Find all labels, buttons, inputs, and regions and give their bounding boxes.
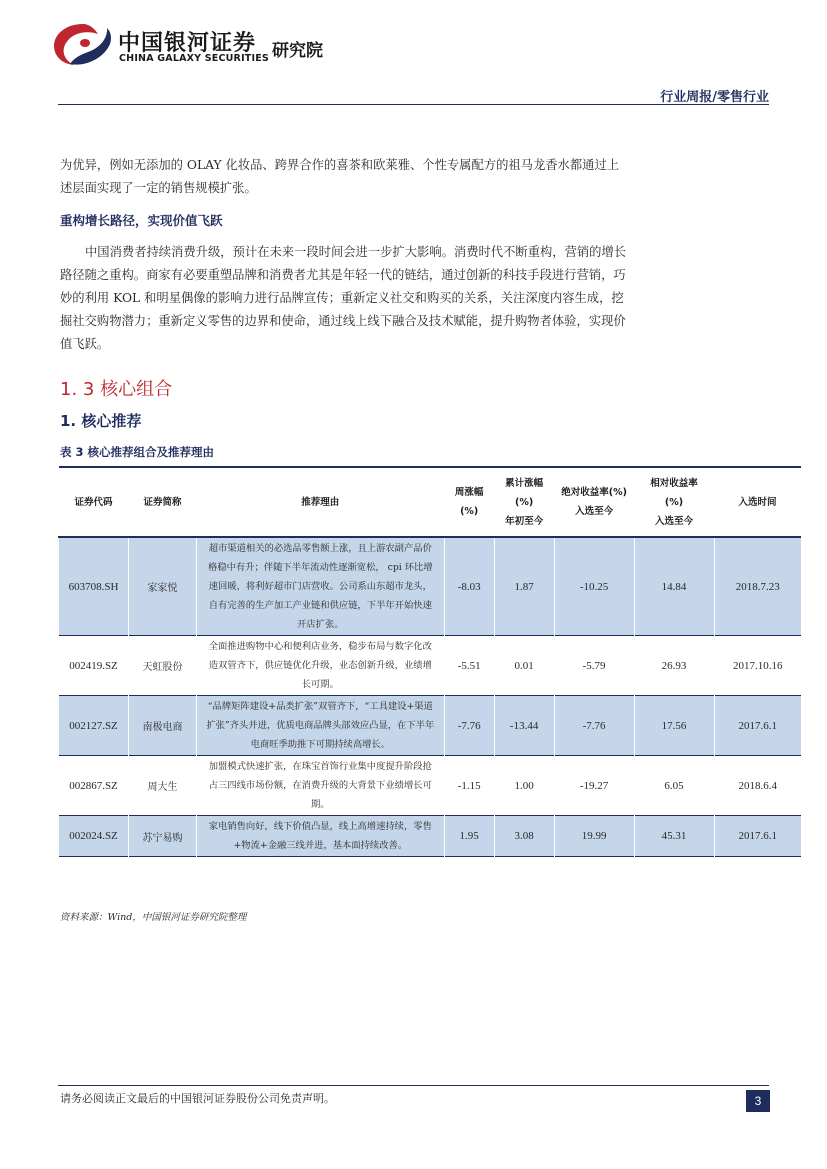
header-divider [58,104,769,105]
table-row [59,537,802,636]
cell-code: 603708.SH [59,537,129,636]
cell-ytd: 1.87 [494,537,554,636]
cell-date: 2017.6.1 [714,696,801,756]
paragraph-1: 为优异，例如无添加的 OLAY 化妆品、跨界合作的喜茶和欧莱雅、个性专属配方的祖马龙香水都通过上述层面实现了一定的销售规模扩张。 [60,158,620,195]
cell-reason: 全面推进购物中心和便利店业务，稳步布局与数字化改造双管齐下，供应链优化升级，业态创新升级，业绩增长可期。 [196,636,444,696]
cell-code: 002867.SZ [59,756,129,816]
cell-code: 002024.SZ [59,816,129,857]
cell-name: 天虹股份 [128,636,196,696]
subsection-title: 1. 核心推荐 [60,412,142,430]
cell-reason: 加盟模式快速扩张，在珠宝首饰行业集中度提升阶段抢占三四线市场份额，在消费升级的大背景下业绩增长可期。 [196,756,444,816]
cell-reason: “品牌矩阵建设+品类扩张”双管齐下，“工具建设+渠道扩张”齐头并进，优质电商品牌头部效应凸显，在下半年电商旺季助推下可期持续高增长。 [196,696,444,756]
cell-code: 002419.SZ [59,636,129,696]
cell-absolute: -7.76 [554,696,634,756]
cell-weekly: 1.95 [444,816,494,857]
header-relative-return: 相对收益率 (%) 入选至今 [634,467,714,537]
table-header-row [59,467,802,537]
cell-ytd: 3.08 [494,816,554,857]
paragraph-2: 中国消费者持续消费升级，预计在未来一段时间会进一步扩大影响。消费时代不断重构，营销的增长路径随之重构。商家有必要重塑品牌和消费者尤其是年轻一代的链结，通过创新的科技手段进行营销，巧妙的利用 KOL 和明星偶像的影响力进行品牌宣传；重新定义社交和购买的关系，关注深度内容生成，挖掘社交购物潜力；重新定义零售的边界和使命，通过线上线下融合及技术赋能，提升购物者体验，实现价值飞跃。 [60,245,627,351]
header-date: 入选时间 [714,467,801,537]
cell-weekly: -5.51 [444,636,494,696]
header-weekly: 周涨幅 (%) [444,467,494,537]
table-row [59,756,802,816]
cell-absolute: -19.27 [554,756,634,816]
recommendation-table [58,466,801,857]
cell-relative: 26.93 [634,636,714,696]
cell-ytd: 0.01 [494,636,554,696]
cell-ytd: 1.00 [494,756,554,816]
cell-absolute: -10.25 [554,537,634,636]
brand-institute: 研究院 [272,41,323,61]
table-source: 资料来源：Wind，中国银河证券研究院整理 [60,912,247,923]
cell-weekly: -1.15 [444,756,494,816]
brand-name-en: CHINA GALAXY SECURITIES [119,53,269,64]
cell-reason: 超市渠道相关的必选品零售额上涨，且上游农副产品价格稳中有升；伴随下半年流动性逐渐宽松， cpi 环比增速回暖，将利好超市门店营收。公司系山东超市龙头，自有完善的生产加工产业链和供应链，下半年开始快速开店扩张。 [196,537,444,636]
cell-relative: 6.05 [634,756,714,816]
cell-weekly: -7.76 [444,696,494,756]
header-absolute-return: 绝对收益率(%) 入选至今 [554,467,634,537]
table-row [59,696,802,756]
table-row [59,816,802,857]
cell-name: 家家悦 [128,537,196,636]
footer-divider [58,1085,769,1086]
cell-date: 2018.7.23 [714,537,801,636]
cell-ytd: -13.44 [494,696,554,756]
cell-relative: 14.84 [634,537,714,636]
paragraph-subheading: 重构增长路径，实现价值飞跃 [60,213,223,228]
cell-reason: 家电销售向好，线下价值凸显，线上高增速持续，零售+物流+金融三线并进，基本面持续改善。 [196,816,444,857]
header-ytd: 累计涨幅 (%) 年初至今 [494,467,554,537]
brand-name-cn: 中国银河证券 [118,31,257,56]
header-reason: 推荐理由 [196,467,444,537]
cell-date: 2017.10.16 [714,636,801,696]
galaxy-logo-icon [52,20,114,68]
footer-disclaimer: 请务必阅读正文最后的中国银河证券股份公司免责声明。 [60,1092,335,1105]
cell-name: 南极电商 [128,696,196,756]
cell-weekly: -8.03 [444,537,494,636]
table-row [59,636,802,696]
section-title: 1. 3 核心组合 [60,379,173,400]
header-name: 证券简称 [128,467,196,537]
cell-code: 002127.SZ [59,696,129,756]
cell-name: 周大生 [128,756,196,816]
table-caption: 表 3 核心推荐组合及推荐理由 [60,445,215,459]
cell-absolute: -5.79 [554,636,634,696]
cell-name: 苏宁易购 [128,816,196,857]
cell-relative: 45.31 [634,816,714,857]
cell-date: 2017.6.1 [714,816,801,857]
cell-absolute: 19.99 [554,816,634,857]
page-number: 3 [746,1090,770,1112]
cell-date: 2018.6.4 [714,756,801,816]
report-type: 行业周报/零售行业 [660,90,769,105]
header-code: 证券代码 [59,467,129,537]
cell-relative: 17.56 [634,696,714,756]
